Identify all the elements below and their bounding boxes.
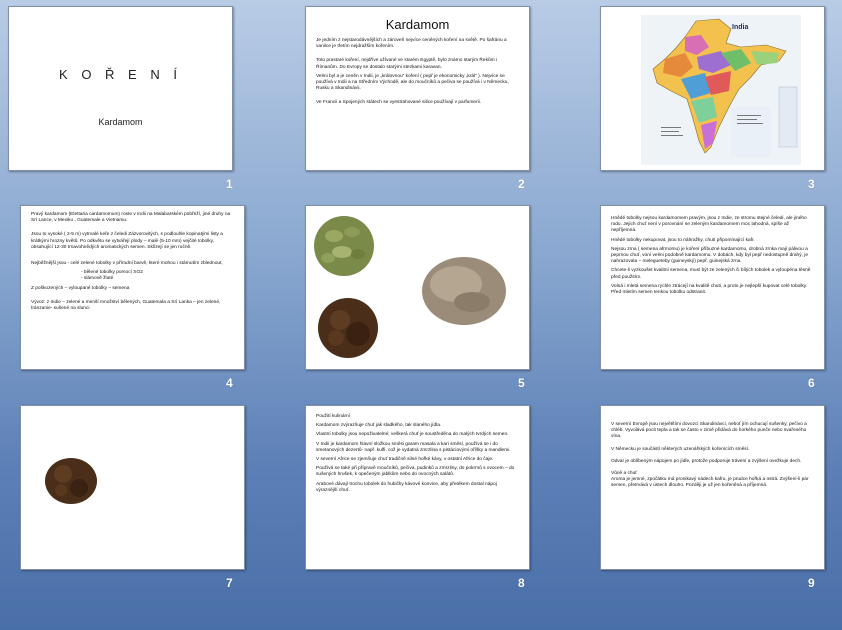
slide-paragraph: Jsou to vysoké ( 2-5 m) vytrvalé keře z čeledi Zázvorovitých, s podlouhle kopinatými listy a krátkými hrozny květů. Po odkvětu se vytvářejí plody – malé (5-10 mm) vejčité tobolky, obsahující 12-30 trnavohnědých aromatických semen. Sklízejí se jen ručně. — [31, 232, 223, 250]
slide-paragraph: Hnědé tobolky nekupovat, jsou to náhražky, chutí připomínající kafr. — [611, 237, 755, 243]
slide-thumbnail-2[interactable] — [305, 6, 530, 171]
slide-paragraph: Pravý kardamom (Elettaria cardamomum) roste v Indii na Malabarském pobřeží, jiné druhy na Srí Lance, v Mexiku , Guatemale a Vietnamu. — [31, 212, 231, 224]
slide-paragraph: V Indii je kardamom hlavní složkou směsi garam masala a kari směsí, používá se i do smetanových dezertů- např. kulfi, což je vydatná zmrzlina s pistáciovými oříšky a mandlemi. — [316, 441, 511, 453]
cardamom-photos — [306, 206, 530, 370]
slide-title: K O Ř E N Í — [59, 67, 182, 82]
slide-thumbnail-4[interactable] — [20, 205, 245, 370]
slide-paragraph: Chcete-li vyzkoušet kvalitní semena, musí být ze zelených či bílých tobolek a vyloupéna těsně před použitím. — [611, 268, 811, 280]
india-map-image — [601, 7, 825, 171]
slide-paragraph: Aroma je jemné, zpočátku má pronikavý nádech kafru, je prudce hořká a ostrá. Zvýšení-li pár semen, přetrvává v ústech dlouho. Později je už jen kořeněná a příjemná. — [611, 477, 809, 489]
slide-paragraph: Toto prastaré koření, nejdříve užívané ve starém Egyptě, bylo známo starým Řekům i Římanům. Do Evropy se dostalo starými stezkami karavan. — [316, 58, 498, 70]
slide-paragraph: - bělené tobolky pomocí SO2 — [81, 270, 143, 276]
slide-paragraph: Používá se také při přípravě moučníků, pečiva, pudinků a zmrzliny, do pokrmů s ovocem – do sušených hrušek, k opečeným jablkům nebo do ovocných salátů. — [316, 466, 515, 478]
slide-paragraph: Nejsou zrna ( semena afrmomu) je koření příbuzné kardamomu, drobná zrnka mají pálivou a peprnou chuť, voní velmi podobně kardamomu. V dobách, kdy byl pepř nedostupně drahý, je nahrazovala – melegueteby (guineyský) pepř, guinejská zrna. — [611, 246, 808, 265]
slide-number: 9 — [808, 576, 815, 590]
slide-paragraph: Vývoz: z Indie – zelené a menší množství bělených, Guatemala a Srí Lanka – jen zelené, Íránzanie- sušené na slunci — [31, 299, 221, 312]
slide-number: 1 — [226, 177, 233, 191]
slide-paragraph: Kardamom zvýrazňuje chuť jak sladkého, tak slaného jídla. — [316, 423, 442, 429]
slide-paragraph: V Německu je součástí některých uzenářských kořenících směsí. — [611, 446, 750, 452]
map-title: India — [732, 24, 749, 31]
slide-number: 7 — [226, 576, 233, 590]
slide-paragraph: Hnědé tobolky nejsou kardamomem pravým, jsou z Indie, ze stromu stejné čeledi, ale jiného rodu. Jejich chuť není v porovnání se zeleným kardamomem moc lahodná, spíše až nepříjemná. — [611, 216, 807, 234]
slide-thumbnail-3[interactable] — [600, 6, 825, 171]
slide-paragraph: Arabové dávají trochu tobolek do hubičky kávové konvice, aby přetékem dostal nápoj výraznější chuť. — [316, 481, 497, 493]
slide-paragraph: Vlastní tobolky jsou nepoživatelné; veškerá chuť je soustředěna do malých tvrdých semen. — [316, 432, 509, 438]
slide-paragraph: Vůně a chuť — [611, 471, 638, 477]
slide-subtitle: Kardamom — [98, 117, 143, 127]
slide-paragraph: Ve Francii a Spojených státech se vyestrahované silice používají v parfumerii. — [316, 100, 482, 106]
slide-number: 4 — [226, 376, 233, 390]
slide-number: 5 — [518, 376, 525, 390]
slide-paragraph: Volná i mletá semena rychle ztrácejí na kvalitě chuti, a proto je nejlepší kupovat celé tobolky. Před mletím semen tenkou tobolku odstranit. — [611, 283, 808, 296]
slide-paragraph: Je jedním z nejstarodávnějších a zároveň nejvíce ceněných koření na světě. Po šafránu a vanilce je třetím nejdražším kořením. — [316, 38, 507, 50]
slide-paragraph: Odvar je oblíbeným nápojem po jídle, protože podporuje trávení a zvýšení ovežkuje dech. — [611, 458, 802, 464]
slide-paragraph: V severní Africe se zjemňuje chuť tradičně silné hořké kávy, v ostatní Africe do čaje. — [316, 457, 494, 463]
slide-thumbnail-5[interactable] — [305, 205, 530, 370]
slide-title: Kardamom — [385, 17, 450, 32]
seeds-image — [318, 298, 378, 358]
slide-thumbnail-8[interactable] — [305, 405, 530, 570]
slide-thumbnail-9[interactable] — [600, 405, 825, 570]
slide-paragraph: Velmi byl a je ceněn v Indii, je „královnou“ koření ( pepř je ekonomicky „král“ ). Nejvíce se používá v Indii a na Středním Východě, ale do moučníků a pečiva se používá i v Německu, Rusku a Skandinávii. — [316, 73, 509, 92]
slide-paragraph: Nejběžnější jsou - celé zelené tobolky v přírodní barvě, které mohou i stárnutím zblednout, — [31, 261, 223, 267]
ground-cardamom-image — [422, 257, 506, 325]
cardamom-seeds-image — [21, 406, 245, 570]
slide-paragraph: Použití kulinární — [316, 414, 351, 419]
slide-paragraph: Z poškozených – vyloupané tobolky – semena — [31, 285, 130, 291]
slide-thumbnail-1[interactable] — [8, 6, 233, 171]
slide-thumbnail-6[interactable] — [600, 205, 825, 370]
slide-paragraph: V severní Evropě jsou největšími dovozci Skandinávci, neboť jím ochucují sušenky, pečivo a chléb. Vyvolává pocit tepla a tak se často v zimě přidává do horkého punče nebo svařeného vína. — [611, 422, 807, 440]
slide-number: 6 — [808, 376, 815, 390]
slide-number: 3 — [808, 177, 815, 191]
green-pods-image — [314, 216, 374, 276]
slide-number: 2 — [518, 177, 525, 191]
slide-thumbnail-7[interactable] — [20, 405, 245, 570]
slide-paragraph: - slámově žluté — [81, 276, 114, 282]
slide-number: 8 — [518, 576, 525, 590]
